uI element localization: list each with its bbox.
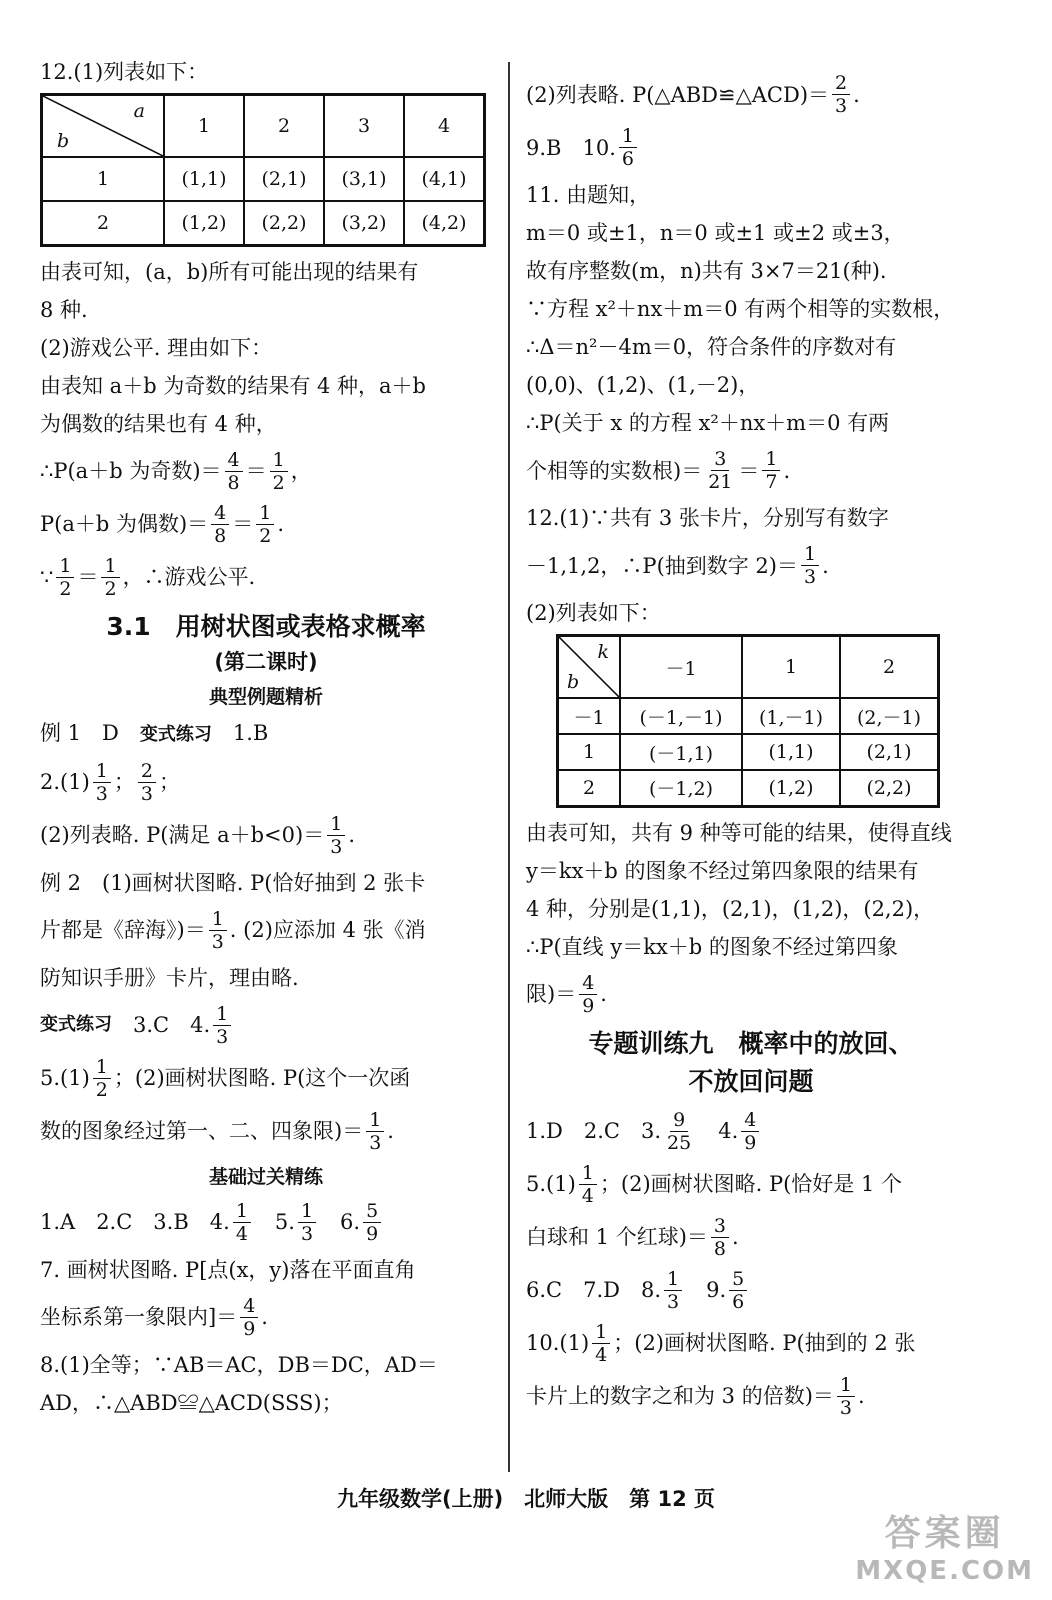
numerator: 1 <box>592 1321 610 1344</box>
numerator: 1 <box>93 1056 111 1079</box>
table-cell: (3,2) <box>324 201 404 245</box>
formula-text: 5. <box>253 1210 295 1234</box>
fraction <box>729 1268 747 1313</box>
denominator: 3 <box>667 1290 680 1313</box>
subsection-title: 典型例题精析 <box>208 685 323 708</box>
corner-label-b: b <box>567 671 580 693</box>
fraction <box>711 1215 729 1260</box>
formula-text: . <box>600 982 607 1006</box>
formula-text: 坐标系第一象限内]＝ <box>40 1305 238 1329</box>
denominator: 6 <box>621 148 634 170</box>
denominator: 3 <box>330 835 343 858</box>
formula-text: ； <box>113 770 135 794</box>
variant-practice-tag: 变式练习 <box>40 1014 112 1035</box>
text-line: ∴P(关于 x 的方程 x²＋nx＋m＝0 有两 <box>526 411 890 435</box>
fraction <box>327 813 345 858</box>
right-column <box>526 72 976 1427</box>
denominator: 8 <box>713 1237 726 1260</box>
fraction <box>592 1321 610 1366</box>
fraction <box>705 448 735 493</box>
numerator: 2 <box>138 760 156 783</box>
formula-text: 1.D 2.C 3. <box>526 1119 662 1143</box>
table-cell: (2,2) <box>840 770 939 806</box>
numerator: 1 <box>270 449 288 472</box>
fraction <box>225 449 243 494</box>
formula-text: . <box>261 1305 268 1329</box>
formula-text: 白球和 1 个红球)＝ <box>526 1225 708 1249</box>
denominator: 2 <box>104 577 117 600</box>
denominator: 7 <box>765 471 778 493</box>
fraction <box>801 543 819 588</box>
answer-2-part2 <box>40 813 492 858</box>
answers-9-10 <box>526 125 976 170</box>
formula-text: 9. <box>685 1278 727 1302</box>
formula-text: 1.A 2.C 3.B 4. <box>40 1210 230 1234</box>
denominator: 4 <box>595 1343 608 1366</box>
row-header: 1 <box>558 734 621 770</box>
variant-practice-tag: 变式练习 <box>139 723 212 745</box>
denominator: 4 <box>581 1184 594 1207</box>
fraction <box>56 555 74 600</box>
formula-text: 4. <box>697 1119 739 1143</box>
formula-text: －1,1,2，∴P(抽到数字 2)＝ <box>526 553 798 578</box>
special-answer-10 <box>526 1321 976 1366</box>
table-cell: (3,1) <box>324 157 404 201</box>
denominator: 21 <box>708 471 733 493</box>
numerator: 5 <box>363 1200 381 1223</box>
text-line: m＝0 或±1，n＝0 或±1 或±2 或±3， <box>526 221 905 245</box>
fraction <box>298 1200 316 1245</box>
denominator: 2 <box>272 471 285 494</box>
fraction <box>270 449 288 494</box>
table-corner-cell <box>42 95 165 158</box>
answer-7-cont <box>40 1295 492 1340</box>
formula-text: ＝ <box>245 459 267 483</box>
text-line: 由表知 a＋b 为奇数的结果有 4 种，a＋b <box>40 373 426 398</box>
example-2-cont <box>40 908 492 953</box>
corner-label-a: a <box>133 100 145 122</box>
page-footer: 九年级数学(上册) 北师大版 第 12 页 <box>336 1487 716 1511</box>
answer-text: 1.B <box>211 720 269 745</box>
answer-5 <box>40 1056 492 1101</box>
numerator: 4 <box>225 449 243 472</box>
corner-label-b: b <box>57 130 70 152</box>
formula-text: ＝ <box>232 512 254 536</box>
text-line: 11. 由题知， <box>526 183 651 207</box>
text-line: 由表可知，(a，b)所有可能出现的结果有 <box>40 259 419 284</box>
formula-text: ∴P(a＋b 为奇数)＝ <box>40 459 222 483</box>
answer-5-cont <box>40 1109 492 1154</box>
fraction <box>138 760 156 805</box>
numerator: 1 <box>56 555 74 578</box>
formula-text: 10.(1) <box>526 1331 590 1355</box>
denominator: 3 <box>95 782 108 805</box>
numerator: 1 <box>93 760 111 783</box>
table-cell: (1,1) <box>164 157 244 201</box>
denominator: 6 <box>732 1290 745 1313</box>
formula-text: . (2)应添加 4 张《消 <box>229 918 426 942</box>
q12-heading: 12.(1)列表如下： <box>40 60 209 84</box>
formula-text: ＝ <box>738 458 760 483</box>
answer-12-result <box>526 972 976 1017</box>
denominator: 3 <box>300 1222 314 1245</box>
formula-odd <box>40 449 492 494</box>
formula-text: 片都是《辞海》)＝ <box>40 918 206 942</box>
fraction <box>741 1109 759 1154</box>
fraction <box>579 1162 597 1207</box>
text-line: AD，∴△ABD≌△ACD(SSS)； <box>40 1390 343 1415</box>
formula-text: ； <box>158 770 180 794</box>
numerator: 1 <box>209 908 227 931</box>
text-line: ∴P(直线 y＝kx＋b 的图象不经过第四象 <box>526 934 898 959</box>
denominator: 9 <box>366 1222 379 1245</box>
text-line: 8.(1)全等；∵AB＝AC，DB＝DC，AD＝ <box>40 1352 438 1377</box>
table-corner-cell <box>558 636 621 699</box>
formula-text: . <box>858 1384 865 1408</box>
formula-text: . <box>732 1225 739 1249</box>
col-header: －1 <box>620 636 742 699</box>
denominator: 3 <box>803 566 817 588</box>
formula-text: 5.(1) <box>40 1066 90 1090</box>
formula-text: 3.C 4. <box>112 1013 211 1037</box>
denominator: 25 <box>667 1131 692 1154</box>
col-header: 1 <box>742 636 840 699</box>
denominator: 8 <box>214 524 227 547</box>
col-header: 4 <box>404 95 485 158</box>
formula-text: ， <box>290 459 312 483</box>
row-header: 2 <box>558 770 621 806</box>
fraction <box>209 908 227 953</box>
special-answer-10-cont <box>526 1374 976 1419</box>
numerator: 1 <box>366 1109 384 1132</box>
numerator: 1 <box>619 125 637 148</box>
table-cell: (－1,1) <box>620 734 742 770</box>
denominator: 3 <box>216 1025 229 1048</box>
formula-text: . <box>783 458 791 483</box>
formula-text: . <box>822 553 829 578</box>
denominator: 3 <box>211 930 224 953</box>
row-header: 2 <box>42 201 165 245</box>
numerator: 1 <box>213 1003 231 1026</box>
table-cell: (1,2) <box>742 770 840 806</box>
example-2: 例 2 (1)画树状图略. P(恰好抽到 2 张卡 <box>40 870 426 895</box>
text-line: ∴Δ＝n²－4m＝0，符合条件的序数对有 <box>526 335 897 359</box>
formula-text: P(a＋b 为偶数)＝ <box>40 512 209 536</box>
fraction <box>211 502 229 547</box>
row-header: －1 <box>558 698 621 734</box>
numerator: 1 <box>579 1162 597 1185</box>
fraction <box>366 1109 384 1154</box>
special-answer-5-cont <box>526 1215 976 1260</box>
answer-2 <box>40 760 492 805</box>
fraction <box>664 1109 694 1154</box>
formula-text: ∵ <box>40 565 54 589</box>
section-subtitle: (第二课时) <box>214 649 318 674</box>
table-cell: (1,1) <box>742 734 840 770</box>
numerator: 1 <box>233 1200 251 1223</box>
text-line: 8 种. <box>40 297 88 322</box>
numerator: 4 <box>741 1109 759 1132</box>
fraction <box>619 125 637 170</box>
table-cell: (1,2) <box>164 201 244 245</box>
numerator: 1 <box>762 448 780 471</box>
formula-text: 2.(1) <box>40 770 90 794</box>
formula-text: 5.(1) <box>526 1172 576 1196</box>
answer-11-result <box>526 448 976 493</box>
formula-text: . <box>348 823 355 847</box>
fraction <box>837 1374 855 1419</box>
formula-text: 6. <box>319 1210 361 1234</box>
formula-text: ；(2)画树状图略. P(抽到的 2 张 <box>613 1331 916 1355</box>
watermark-text: 答案圈 <box>884 1513 1005 1554</box>
denominator: 3 <box>835 95 848 117</box>
table-cell: (2,－1) <box>840 698 939 734</box>
denominator: 2 <box>95 1078 108 1101</box>
col-header: 2 <box>244 95 324 158</box>
numerator: 4 <box>211 502 229 525</box>
fraction <box>664 1268 682 1313</box>
fraction <box>363 1200 381 1245</box>
numerator: 4 <box>240 1295 258 1318</box>
answer-8-part2 <box>526 72 976 117</box>
fraction <box>233 1200 251 1245</box>
result-table-ab <box>40 93 486 247</box>
col-header: 3 <box>324 95 404 158</box>
numerator: 2 <box>832 72 850 95</box>
numerator: 1 <box>327 813 345 836</box>
col-header: 1 <box>164 95 244 158</box>
formula-text: (2)列表略. P(满足 a＋b<0)＝ <box>40 823 325 847</box>
denominator: 3 <box>140 782 153 805</box>
watermark-logo <box>855 1505 1034 1586</box>
table-cell: (－1,－1) <box>620 698 742 734</box>
variant-practice-2 <box>40 1003 492 1048</box>
fraction <box>579 972 597 1017</box>
fraction <box>762 448 780 493</box>
numerator: 1 <box>837 1374 855 1397</box>
text-line: (2)游戏公平. 理由如下： <box>40 335 273 360</box>
fraction <box>256 502 274 547</box>
text-line: y＝kx＋b 的图象不经过第四象限的结果有 <box>526 858 919 883</box>
denominator: 9 <box>582 994 595 1017</box>
text-line: 7. 画树状图略. P[点(x，y)落在平面直角 <box>40 1257 416 1282</box>
numerator: 1 <box>101 555 119 578</box>
numerator: 9 <box>670 1109 688 1132</box>
section-title: 专题训练九 概率中的放回、 <box>588 1028 914 1058</box>
denominator: 3 <box>839 1396 852 1419</box>
numerator: 4 <box>579 972 597 995</box>
text-line: (2)列表如下： <box>526 601 661 625</box>
formula-text: 数的图象经过第一、二、四象限)＝ <box>40 1119 364 1143</box>
denominator: 2 <box>259 524 272 547</box>
numerator: 1 <box>298 1200 316 1223</box>
answer-12-part1 <box>526 543 976 588</box>
formula-text: 个相等的实数根)＝ <box>526 458 703 483</box>
special-answers-6-9 <box>526 1268 976 1313</box>
formula-text: 9.B 10. <box>526 135 616 160</box>
text-line: 故有序整数(m，n)共有 3×7＝21(种). <box>526 259 887 283</box>
table-cell: (1,－1) <box>742 698 840 734</box>
formula-text: . <box>387 1119 394 1143</box>
basic-answers-1-6 <box>40 1200 492 1245</box>
table-cell: (4,1) <box>404 157 485 201</box>
formula-text: ；(2)画树状图略. P(恰好是 1 个 <box>599 1172 903 1196</box>
formula-text: . <box>853 82 860 107</box>
text-line: 12.(1)∵共有 3 张卡片，分别写有数字 <box>526 506 889 530</box>
result-table-kb <box>556 634 940 808</box>
formula-text: ，∴游戏公平. <box>122 565 256 589</box>
denominator: 8 <box>227 471 240 494</box>
example-1 <box>40 716 492 752</box>
formula-text: 卡片上的数字之和为 3 的倍数)＝ <box>526 1384 834 1408</box>
numerator: 3 <box>711 448 729 471</box>
formula-text: . <box>277 512 285 536</box>
special-answers-1-4 <box>526 1109 976 1154</box>
formula-text: 6.C 7.D 8. <box>526 1278 662 1302</box>
numerator: 1 <box>256 502 274 525</box>
column-divider <box>508 62 510 1472</box>
denominator: 9 <box>243 1317 256 1340</box>
fraction <box>213 1003 231 1048</box>
text-line: (0,0)、(1,2)、(1,－2)， <box>526 373 760 397</box>
numerator: 1 <box>664 1268 682 1291</box>
table-cell: (－1,2) <box>620 770 742 806</box>
numerator: 1 <box>801 543 819 566</box>
section-title: 3.1 用树状图或表格求概率 <box>106 611 426 641</box>
col-header: 2 <box>840 636 939 699</box>
fraction <box>832 72 850 117</box>
corner-label-k: k <box>597 641 609 663</box>
fraction <box>93 760 111 805</box>
numerator: 3 <box>711 1215 729 1238</box>
watermark-url: MXQE.COM <box>855 1556 1034 1586</box>
formula-even <box>40 502 492 547</box>
text-line: 为偶数的结果也有 4 种， <box>40 411 277 436</box>
left-column <box>40 55 492 1424</box>
fraction <box>240 1295 258 1340</box>
section-title-cont: 不放回问题 <box>688 1066 814 1096</box>
formula-text: 限)＝ <box>526 982 577 1006</box>
numerator: 5 <box>729 1268 747 1291</box>
fraction <box>93 1056 111 1101</box>
text-line: 4 种，分别是(1,1)，(2,1)，(1,2)，(2,2)， <box>526 896 935 921</box>
denominator: 3 <box>369 1131 382 1154</box>
denominator: 4 <box>235 1222 248 1245</box>
text-line: 由表可知，共有 9 种等可能的结果，使得直线 <box>526 820 952 845</box>
fraction <box>101 555 119 600</box>
subsection-title: 基础过关精练 <box>208 1165 323 1188</box>
table-cell: (2,1) <box>840 734 939 770</box>
table-cell: (4,2) <box>404 201 485 245</box>
formula-text: ；(2)画树状图略. P(这个一次函 <box>113 1066 411 1090</box>
text-line: 防知识手册》卡片，理由略. <box>40 965 299 990</box>
table-cell: (2,1) <box>244 157 324 201</box>
special-answer-5 <box>526 1162 976 1207</box>
row-header: 1 <box>42 157 165 201</box>
text-line: ∵方程 x²＋nx＋m＝0 有两个相等的实数根， <box>526 297 955 321</box>
formula-text: (2)列表略. P(△ABD≌△ACD)＝ <box>526 82 830 107</box>
denominator: 9 <box>744 1131 757 1154</box>
answer-text: 例 1 D <box>40 720 140 745</box>
formula-fair <box>40 555 492 600</box>
table-cell: (2,2) <box>244 201 324 245</box>
formula-text: ＝ <box>77 565 99 589</box>
denominator: 2 <box>59 577 72 600</box>
